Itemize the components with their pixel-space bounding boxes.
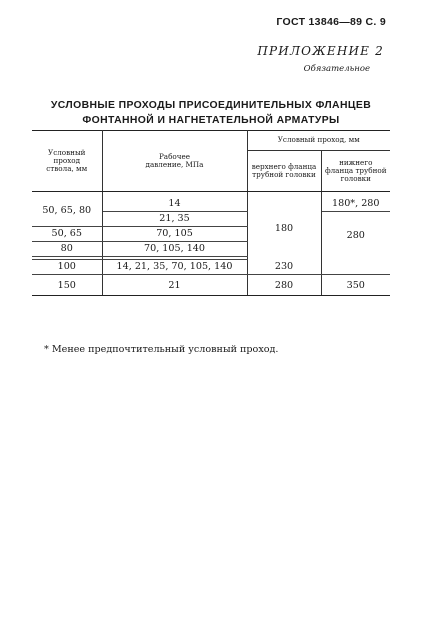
table-cell-bore-4: 100 [32,260,102,275]
header-pressure: Рабочее давление, МПа [102,131,247,192]
table-title-line-2: ФОНТАННОЙ И НАГНЕТАТЕЛЬНОЙ АРМАТУРЫ [82,115,340,126]
table-cell-pressure-1b: 21, 35 [102,211,247,226]
table-cell-upper-180: 180 [247,197,321,260]
table-cell-pressure-4: 14, 21, 35, 70, 105, 140 [102,260,247,275]
table-cell-pressure-5: 21 [102,275,247,296]
table-cell-pressure-3: 70, 105, 140 [102,242,247,257]
standard-header: ГОСТ 13846—89 С. 9 [276,16,386,28]
table-title-line-1: УСЛОВНЫЕ ПРОХОДЫ ПРИСОЕДИНИТЕЛЬНЫХ ФЛАНЦЕВ [50,100,372,111]
table-cell-bore-1: 50, 65, 80 [32,197,102,227]
table-cell-bore-2: 50, 65 [32,226,102,241]
table-cell-upper-280: 280 [247,275,321,296]
table-cell-pressure-1a: 14 [102,197,247,212]
table-cell-lower-280: 280 [346,230,365,242]
flange-bore-table [32,130,390,296]
footnote: * Менее предпочтительный условный проход. [44,344,279,355]
table-cell-pressure-2: 70, 105 [102,226,247,241]
table-title [24,98,398,128]
header-group-bore: Условный проход, мм [247,131,390,151]
table-cell-lower-350: 350 [321,275,390,296]
table-cell-lower-1: 180*, 280 [321,197,390,212]
header-lower-flange: нижнего фланца трубной головки [321,151,390,192]
table-cell-bore-3: 80 [32,242,102,257]
header-bore: Условный проход ствола, мм [32,131,102,192]
appendix-label: ПРИЛОЖЕНИЕ 2 [257,44,384,58]
appendix-status: Обязательное [303,64,370,74]
header-upper-flange: верхнего фланца трубной головки [247,151,321,192]
table-cell-upper-230: 230 [247,260,321,275]
table-cell-bore-5: 150 [32,275,102,296]
